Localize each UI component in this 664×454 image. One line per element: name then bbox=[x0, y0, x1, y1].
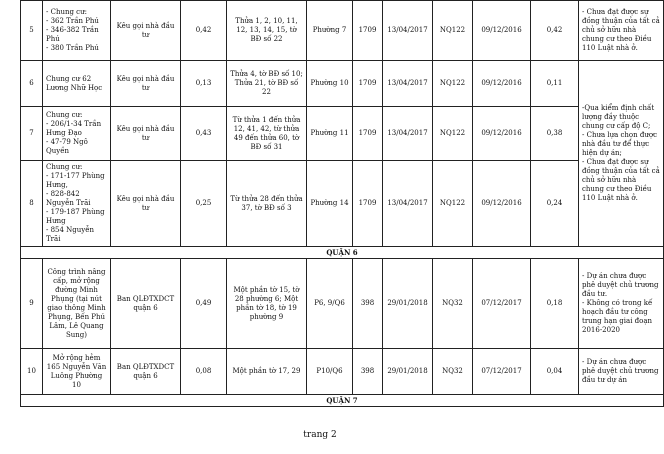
row-number: 10 bbox=[21, 349, 43, 395]
investor: Kêu gọi nhà đầu tư bbox=[111, 61, 181, 107]
ward: Phường 11 bbox=[307, 107, 353, 161]
project-name: Mở rộng hẻm 165 Nguyễn Văn Luông Phường 10 bbox=[43, 349, 111, 395]
resolution: NQ122 bbox=[433, 61, 473, 107]
decision-date: 13/04/2017 bbox=[383, 107, 433, 161]
ward: Phường 14 bbox=[307, 161, 353, 247]
parcel: Một phần tờ 15, tờ 28 phường 6; Một phần tờ 18, tờ 19 phường 9 bbox=[227, 259, 307, 349]
decision-date: 29/01/2018 bbox=[383, 349, 433, 395]
note: -Qua kiểm định chất lượng đầy thuộc chung cư cấp độ C; - Chưa lựa chọn được nhà đầu tư để thực hiện dự án; - Chưa đạt được sự đồng thuận của tất cả chủ sở hữu nhà chung cư theo Điều 110 Luật nhà ở. bbox=[579, 61, 664, 247]
area-remaining: 0,11 bbox=[531, 61, 579, 107]
section-district-6: QUẬN 6 bbox=[21, 247, 664, 259]
area-remaining: 0,24 bbox=[531, 161, 579, 247]
project-name: - Chung cư: - 362 Trần Phú - 346-382 Trần Phú - 380 Trần Phú bbox=[43, 1, 111, 61]
decision-date: 13/04/2017 bbox=[383, 1, 433, 61]
decision-code: 1709 bbox=[353, 107, 383, 161]
investor: Kêu gọi nhà đầu tư bbox=[111, 107, 181, 161]
ward: Phường 10 bbox=[307, 61, 353, 107]
resolution-date: 07/12/2017 bbox=[473, 349, 531, 395]
resolution-date: 07/12/2017 bbox=[473, 259, 531, 349]
land-project-table bbox=[20, 0, 664, 407]
decision-code: 1709 bbox=[353, 61, 383, 107]
table-row bbox=[21, 259, 664, 349]
area: 0,25 bbox=[181, 161, 227, 247]
decision-date: 29/01/2018 bbox=[383, 259, 433, 349]
ward: Phường 7 bbox=[307, 1, 353, 61]
project-name: Công trình nâng cấp, mở rộng đường Minh Phụng (tại nút giao thông Minh Phụng, Bến Phú Lâm, Lê Quang Sung) bbox=[43, 259, 111, 349]
section-district-7: QUẬN 7 bbox=[21, 395, 664, 407]
area-remaining: 0,38 bbox=[531, 107, 579, 161]
parcel: Thửa 4, tờ BĐ số 10; Thửa 21, tờ BĐ số 22 bbox=[227, 61, 307, 107]
decision-code: 1709 bbox=[353, 161, 383, 247]
table-row bbox=[21, 107, 664, 161]
decision-code: 1709 bbox=[353, 1, 383, 61]
area-remaining: 0,42 bbox=[531, 1, 579, 61]
row-number: 6 bbox=[21, 61, 43, 107]
ward: P10/Q6 bbox=[307, 349, 353, 395]
parcel: Từ thửa 1 đến thửa 12, 41, 42, từ thửa 49 đến thửa 60, tờ BĐ số 31 bbox=[227, 107, 307, 161]
page-number: trang 2 bbox=[303, 430, 337, 440]
table-row bbox=[21, 349, 664, 395]
area: 0,08 bbox=[181, 349, 227, 395]
note: - Dự án chưa được phê duyệt chủ trương đầu tư. - Không có trong kế hoạch đầu tư công trung hạn giai đoạn 2016-2020 bbox=[579, 259, 664, 349]
investor: Ban QLĐTXDCT quận 6 bbox=[111, 349, 181, 395]
area-remaining: 0,04 bbox=[531, 349, 579, 395]
resolution: NQ122 bbox=[433, 161, 473, 247]
project-name: Chung cư: - 206/1-34 Trần Hưng Đạo - 47-79 Ngô Quyền bbox=[43, 107, 111, 161]
decision-date: 13/04/2017 bbox=[383, 161, 433, 247]
project-name: Chung cư 62 Lương Nhữ Học bbox=[43, 61, 111, 107]
resolution-date: 09/12/2016 bbox=[473, 107, 531, 161]
resolution: NQ32 bbox=[433, 349, 473, 395]
table-row bbox=[21, 61, 664, 107]
resolution: NQ122 bbox=[433, 1, 473, 61]
resolution: NQ32 bbox=[433, 259, 473, 349]
resolution-date: 09/12/2016 bbox=[473, 161, 531, 247]
decision-code: 398 bbox=[353, 349, 383, 395]
resolution-date: 09/12/2016 bbox=[473, 61, 531, 107]
row-number: 5 bbox=[21, 1, 43, 61]
area: 0,13 bbox=[181, 61, 227, 107]
section-header-row bbox=[21, 395, 664, 407]
investor: Kêu gọi nhà đầu tư bbox=[111, 161, 181, 247]
decision-code: 398 bbox=[353, 259, 383, 349]
note: - Dự án chưa được phê duyệt chủ trương đầu tư dự án bbox=[579, 349, 664, 395]
note: - Chưa đạt được sự đồng thuận của tất cả chủ sở hữu nhà chung cư theo Điều 110 Luật nhà ở. bbox=[579, 1, 664, 61]
table-row bbox=[21, 1, 664, 61]
resolution-date: 09/12/2016 bbox=[473, 1, 531, 61]
resolution: NQ122 bbox=[433, 107, 473, 161]
project-name: Chung cư: - 171-177 Phùng Hưng, - 828-842 Nguyễn Trãi - 179-187 Phùng Hưng - 854 Nguyễn Trãi bbox=[43, 161, 111, 247]
parcel: Thửa 1, 2, 10, 11, 12, 13, 14, 15, tờ BĐ số 22 bbox=[227, 1, 307, 61]
row-number: 9 bbox=[21, 259, 43, 349]
section-header-row bbox=[21, 247, 664, 259]
area-remaining: 0,18 bbox=[531, 259, 579, 349]
area: 0,43 bbox=[181, 107, 227, 161]
row-number: 8 bbox=[21, 161, 43, 247]
table-row bbox=[21, 161, 664, 247]
investor: Kêu gọi nhà đầu tư bbox=[111, 1, 181, 61]
parcel: Một phần tờ 17, 29 bbox=[227, 349, 307, 395]
area: 0,49 bbox=[181, 259, 227, 349]
area: 0,42 bbox=[181, 1, 227, 61]
row-number: 7 bbox=[21, 107, 43, 161]
investor: Ban QLĐTXDCT quận 6 bbox=[111, 259, 181, 349]
parcel: Từ thửa 28 đến thửa 37, tờ BĐ số 3 bbox=[227, 161, 307, 247]
ward: P6, 9/Q6 bbox=[307, 259, 353, 349]
decision-date: 13/04/2017 bbox=[383, 61, 433, 107]
